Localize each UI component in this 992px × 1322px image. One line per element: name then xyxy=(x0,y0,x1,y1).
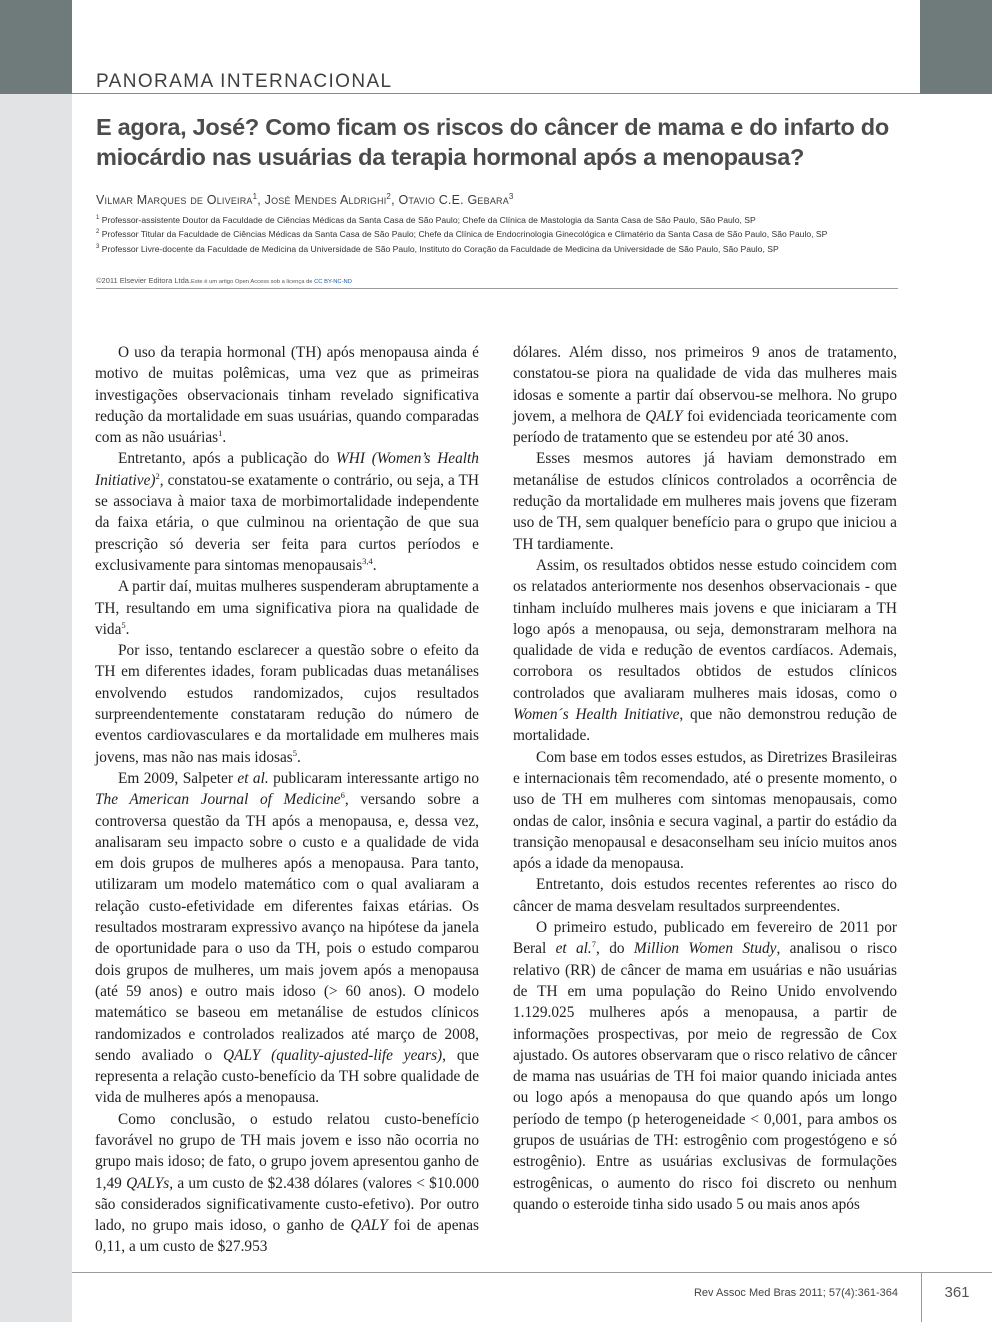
right-column xyxy=(513,342,897,1215)
reference-marker: 1 xyxy=(218,428,223,439)
text-run: foi evidenciada teoricamente com período de tratamento que se estendeu por até 30 anos. xyxy=(513,407,897,447)
author-list xyxy=(96,188,906,209)
text-run: Como conclusão, o estudo relatou custo-benefício favorável no grupo de TH mais jovem e isso não ocorria no grupo mais idoso; de fato, o grupo jovem apresentou ganho de 1,49 xyxy=(95,1110,479,1192)
reference-marker: 3,4 xyxy=(362,555,373,566)
affiliation-item xyxy=(96,241,886,255)
body-paragraph xyxy=(513,342,897,448)
text-run: Por isso, tentando esclarecer a questão sobre o efeito da TH em diferentes idades, foram publicadas duas metanálises envolvendo estudos randomizados, cujos resultados surpreendentemente constataram redução do número de eventos cardiovasculares e da mortalidade em mulheres mais jovens, mas não nas mais idosas xyxy=(95,642,479,766)
text-run: Assim, os resultados obtidos nesse estudo coincidem com os relatados anteriormente nos desenhos observacionais - que tinham incluído mulheres mais jovens e que iniciaram a TH logo após a menopausa, ou seja, demonstraram melhora na qualidade de vida e redução de eventos cardíacos. Ademais, corrobora os resultados obtidos de estudos clínicos controlados que avaliaram mulheres mais idosas, como o xyxy=(513,556,897,702)
license-note: Este é um artigo Open Access sob a licença de xyxy=(191,279,315,285)
italic-text: QALYs, xyxy=(126,1174,174,1192)
header-tab-right xyxy=(920,0,992,94)
text-run: Esses mesmos autores já haviam demonstrado em metanálise de estudos clínicos controlados a ocorrência de redução da mortalidade em mulheres mais jovens que fizeram uso de TH, sem qualquer benefício para o grupo que iniciou a TH tardiamente. xyxy=(513,450,897,553)
affiliation-text: Professor Titular da Faculdade de Ciências Médicas da Santa Casa de São Paulo; Chefe da Clínica de Endocrinologia Ginecológica e Climatério da Santa Casa de São Paulo, São Paulo, SP xyxy=(101,229,828,240)
author-ref: 1 xyxy=(252,192,258,201)
text-run: foi de apenas 0,11, a um custo de $27.953 xyxy=(95,1217,479,1256)
header-rule xyxy=(96,288,898,289)
reference-marker: 5 xyxy=(121,619,126,630)
author-separator: , xyxy=(391,193,399,208)
reference-marker: 7 xyxy=(591,939,597,950)
author-ref: 2 xyxy=(386,192,392,201)
italic-text: QALY xyxy=(645,407,683,425)
text-run: , analisou o risco relativo (RR) de câncer de mama em usuárias e não usuárias de TH em uma população do Reino Unido envolvendo 1.129.025 mulheres após a menopausa, a partir de informações prospectivas, por meio de regressão de Cox ajustado. Os autores observaram que o risco relativo de câncer de mama nas usuárias de TH foi maior quando iniciada antes ou logo após a menopausa do que quando após um longo período de tempo (p heterogeneidade < 0,001, para ambos os grupos de usuárias de TH: estrogênio com progestógeno e só estrogênio). Entre as usuárias exclusivas de formulações estrogênicas, o aumento do risco foi discreto ou nenhum quando o esteroide tinha sido usado 5 ou mais anos após xyxy=(513,940,897,1213)
italic-text: QALY xyxy=(350,1217,388,1235)
left-column xyxy=(95,342,479,1258)
affiliation-item xyxy=(96,226,886,240)
reference-marker: 5 xyxy=(292,747,297,758)
author-separator: , xyxy=(257,193,265,208)
text-run: , que não demonstrou redução de mortalidade. xyxy=(513,706,897,745)
italic-text: Million Women Study xyxy=(633,940,777,958)
reference-marker: 6 xyxy=(340,790,345,801)
section-divider xyxy=(72,93,920,94)
text-run: , do xyxy=(596,940,634,958)
body-paragraph xyxy=(513,448,897,554)
affiliation-text: Professor-assistente Doutor da Faculdade de Ciências Médicas da Santa Casa de São Paulo; Chefe da Clínica de Mastologia da Santa Casa de São Paulo, São Paulo, SP xyxy=(101,214,756,225)
left-margin-bar xyxy=(0,0,72,1322)
text-run: publicaram interessante artigo no xyxy=(268,769,479,787)
author-ref: 3 xyxy=(508,192,514,201)
text-run: , que representa a relação custo-benefício da TH sobre qualidade de vida de mulheres após a menopausa. xyxy=(95,1046,480,1107)
body-paragraph xyxy=(95,576,479,640)
italic-text: WHI (Women’s Health Initiative) xyxy=(95,450,479,489)
license-link[interactable]: CC BY-NC-ND xyxy=(314,279,352,285)
italic-text: Women´s Health Initiative xyxy=(513,706,680,724)
text-run: Entretanto, após a publicação do xyxy=(118,450,337,468)
text-run: Com base em todos esses estudos, as Diretrizes Brasileiras e internacionais têm recomendado, até o presente momento, o uso de TH em mulheres com sintomas menopausais, como ondas de calor, insônia e secura vaginal, a partir do estádio da transição menopausal e desaconselham seu início muitos anos após a idade da menopausa. xyxy=(513,748,897,873)
body-paragraph xyxy=(513,917,897,1215)
text-run: A partir daí, muitas mulheres suspenderam abruptamente a TH, resultando em uma significativa piora na qualidade de vida xyxy=(95,578,479,638)
body-paragraph xyxy=(513,874,897,917)
body-paragraph xyxy=(95,640,479,768)
text-run: O uso da terapia hormonal (TH) após menopausa ainda é motivo de muitas polêmicas, uma vez que as primeiras investigações observacionais tinham revelado significativa redução da mortalidade em suas usuárias, quando comparadas com as não usuárias xyxy=(95,344,479,447)
text-run: . xyxy=(125,620,130,638)
italic-text: et al. xyxy=(237,769,269,787)
body-paragraph xyxy=(95,448,479,576)
affiliation-number: 2 xyxy=(96,229,100,236)
author-name: Otavio C.E. Gebara xyxy=(398,193,509,208)
affiliations xyxy=(96,212,886,255)
page-number: 361 xyxy=(944,1284,970,1301)
body-paragraph xyxy=(95,1109,479,1258)
author-name: Vilmar Marques de Oliveira xyxy=(96,193,253,208)
affiliation-number: 1 xyxy=(96,215,100,221)
footer-rule xyxy=(72,1272,992,1273)
text-run: Em 2009, Salpeter xyxy=(118,769,238,787)
affiliation-text: Professor Livre-docente da Faculdade de Medicina da Universidade de São Paulo, Instituto do Coração da Faculdade de Medicina da Universidade de São Paulo, São Paulo, SP xyxy=(101,243,779,254)
text-run: , constatou-se exatamente o contrário, ou seja, a TH se associava à maior taxa de morbimortalidade independente da faixa etária, o que culminou na orientação de que sua prescrição só deveria ser feita para curtos períodos e exclusivamente para sintomas menopausais xyxy=(95,471,479,574)
copyright-text: ©2011 Elsevier Editora Ltda. xyxy=(96,276,192,285)
body-paragraph xyxy=(95,342,479,448)
italic-text: QALY (quality-ajusted-life years) xyxy=(223,1046,443,1064)
article-title: E agora, José? Como ficam os riscos do câncer de mama e do infarto do miocárdio nas usuárias da terapia hormonal após a menopausa? xyxy=(96,114,889,170)
section-label: PANORAMA INTERNACIONAL xyxy=(96,71,393,92)
text-run: . xyxy=(297,748,301,766)
text-run: dólares. Além disso, nos primeiros 9 anos de tratamento, constatou-se piora na qualidade de vida das mulheres mais idosas e somente a partir daí observou-se melhora. No grupo jovem, a melhora de xyxy=(513,344,897,425)
body-paragraph xyxy=(513,555,897,747)
affiliation-item xyxy=(96,212,886,226)
text-run: . xyxy=(372,556,377,574)
text-run: O primeiro estudo, publicado em fevereiro de 2011 por Beral xyxy=(513,919,897,958)
reference-marker: 2 xyxy=(155,470,160,481)
author-name: José Mendes Aldrighi xyxy=(264,193,387,208)
body-paragraph xyxy=(513,747,897,875)
copyright-line xyxy=(96,276,796,287)
journal-citation: Rev Assoc Med Bras 2011; 57(4):361-364 xyxy=(693,1287,898,1299)
italic-text: et al. xyxy=(555,940,592,958)
text-run: . xyxy=(222,429,227,447)
text-run: Entretanto, dois estudos recentes referentes ao risco do câncer de mama desvelam resultados surpreendentes. xyxy=(513,876,897,915)
text-run: a um custo de $2.438 dólares (valores < $10.000 são considerados significativamente custo-efetivo). Por outro lado, no grupo mais idoso, o ganho de xyxy=(95,1174,479,1235)
affiliation-number: 3 xyxy=(96,243,100,250)
text-run: , versando sobre a controversa questão da TH após a menopausa, e, dessa vez, analisaram seu impacto sobre o custo e a qualidade de vida em dois grupos de mulheres após a menopausa. Para tanto, utilizaram um modelo matemático com o qual avaliaram a relação custo-efetividade em diferentes faixas etárias. Os resultados mostraram expressivo avanço na hipótese da janela de oportunidade para o uso da TH, pois o estudo comparou dois grupos de mulheres, um mais jovem após a menopausa (até 59 anos) e outro mais idoso (> 60 anos). O modelo matemático se baseou em metanálise de estudos clínicos randomizados e controlados realizados até março de 2008, sendo avaliado o xyxy=(95,791,480,1064)
italic-text: The American Journal of Medicine xyxy=(95,791,341,809)
header-tab-left xyxy=(0,0,72,94)
body-paragraph xyxy=(95,768,479,1109)
